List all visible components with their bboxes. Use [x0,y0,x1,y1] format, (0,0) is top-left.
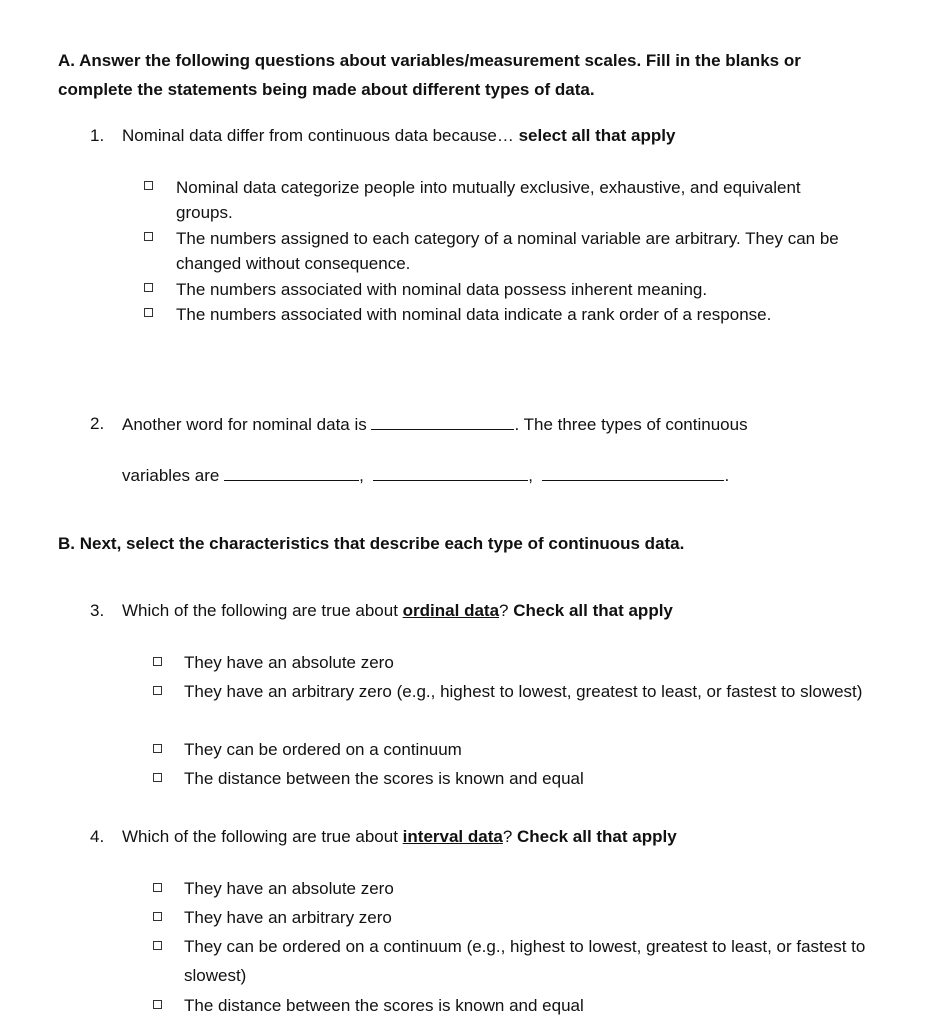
q3-option-2: They have an arbitrary zero (e.g., highest to lowest, greatest to least, or fastest to slowest) [184,682,863,701]
question-4-term: interval data [402,827,503,846]
question-2-number: 2. [90,414,105,433]
q4-option-4-checkbox[interactable] [153,1000,162,1009]
q3-option-3: They can be ordered on a continuum [184,740,462,759]
question-1-prompt: Nominal data differ from continuous data because… [122,126,519,145]
question-4-text [122,827,677,847]
q3-option-2-checkbox[interactable] [153,686,162,695]
q1-option-1: Nominal data categorize people into mutually exclusive, exhaustive, and equivalent groups. [176,178,801,222]
blank-continuous-type-1[interactable] [224,465,359,481]
blank-continuous-type-3[interactable] [542,465,724,481]
question-2-line-1 [122,414,748,435]
q1-option-3-checkbox[interactable] [144,283,153,292]
question-3-number: 3. [90,601,105,620]
q1-option-1-checkbox[interactable] [144,181,153,190]
question-3-term: ordinal data [402,601,500,620]
q1-option-4: The numbers associated with nominal data indicate a rank order of a response. [176,305,772,324]
section-a-line-2: complete the statements being made about different types of data. [58,80,595,99]
question-1-number: 1. [90,126,105,145]
question-4-punct: ? [502,827,518,846]
question-2-continuation: . The three types of continuous [514,415,748,434]
question-1-text [122,126,675,146]
question-3-instruction: Check all that apply [513,601,673,620]
q4-option-2-checkbox[interactable] [153,912,162,921]
q4-option-4: The distance between the scores is known and equal [184,996,584,1015]
q4-option-3: They can be ordered on a continuum (e.g., highest to lowest, greatest to least, or fastest to slowest) [184,937,866,985]
question-4-prompt: Which of the following are true about [122,827,403,846]
question-1 [90,126,104,146]
section-a-line-1: A. Answer the following questions about variables/measurement scales. Fill in the blanks or [58,51,801,70]
question-3-text [122,601,673,621]
blank-continuous-type-2[interactable] [373,465,528,481]
q3-option-1: They have an absolute zero [184,653,394,672]
separator-1: , [359,466,364,485]
question-3-prompt: Which of the following are true about [122,601,403,620]
end-period: . [724,466,730,485]
question-2-prompt: Another word for nominal data is [122,415,372,434]
q4-option-3-checkbox[interactable] [153,941,162,950]
blank-nominal-synonym[interactable] [371,414,514,430]
question-3-punct: ? [499,601,514,620]
q1-option-2-checkbox[interactable] [144,232,153,241]
q4-option-1: They have an absolute zero [184,879,394,898]
separator-2: , [528,466,533,485]
q3-option-3-checkbox[interactable] [153,744,162,753]
question-4-number: 4. [90,827,105,846]
q1-option-2: The numbers assigned to each category of a nominal variable are arbitrary. They can be changed without consequence. [176,229,839,273]
q1-option-3: The numbers associated with nominal data possess inherent meaning. [176,280,708,299]
section-a-heading [58,46,801,104]
q1-option-4-checkbox[interactable] [144,308,153,317]
q3-option-1-checkbox[interactable] [153,657,162,666]
question-4-instruction: Check all that apply [517,827,677,846]
q3-option-4: The distance between the scores is known and equal [184,769,584,788]
question-1-instruction: select all that apply [518,126,676,145]
question-2-line-2 [122,465,729,486]
q3-option-4-checkbox[interactable] [153,773,162,782]
q4-option-1-checkbox[interactable] [153,883,162,892]
section-b-heading: B. Next, select the characteristics that describe each type of continuous data. [58,534,685,553]
question-2-prompt-2: variables are [122,466,225,485]
q4-option-2: They have an arbitrary zero [184,908,392,927]
